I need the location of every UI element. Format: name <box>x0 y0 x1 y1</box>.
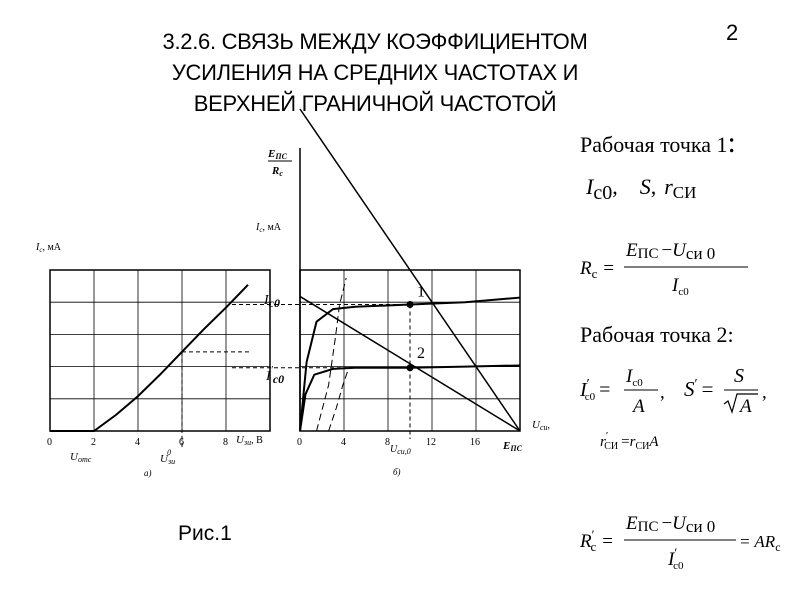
figure-a-caption: а) <box>144 468 152 478</box>
figure-b-caption: б) <box>393 467 401 477</box>
figure-a-x-tick-label: 4 <box>135 437 140 448</box>
figure-a-x-tick-label: 2 <box>91 437 96 448</box>
formula-rc-prime-numerator: EПС −Uси 0 <box>626 513 716 536</box>
working-point-1-label: Рабочая точка 1 <box>580 132 728 157</box>
figure-b-point-2-label: 2 <box>417 344 425 362</box>
figure-b-y-top-denominator: Rc <box>272 165 283 178</box>
figure-b-usi0-label: $U_{си,0}$ <box>390 444 411 456</box>
formula-rc-prime-tail: = $AR_c$ <box>739 532 781 554</box>
figure-b-y-axis-label: $I_c$, мА <box>256 222 282 234</box>
title-line-3: ВЕРХНЕЙ ГРАНИЧНОЙ ЧАСТОТОЙ <box>193 91 557 116</box>
page-number: 2 <box>726 20 739 45</box>
formula-ic0-prime-numerator: $I_{c0}$ <box>626 366 643 389</box>
title-line-2: УСИЛЕНИЯ НА СРЕДНИХ ЧАСТОТАХ И <box>171 60 579 85</box>
formula-rc-prime <box>579 513 781 572</box>
figure-b-y-top-numerator: EПС <box>268 148 287 161</box>
figure-b-x-tick-label: 0 <box>297 437 302 448</box>
figure-a-x-tick-label: 6 <box>179 437 184 448</box>
formula-rc <box>579 240 748 298</box>
figure-a-x-tick-label: 8 <box>223 437 228 448</box>
formula-r-prime: r′ СИ $=r_{СИ}A$ <box>600 430 659 452</box>
formula-s-prime-lhs: S′ = <box>684 377 714 401</box>
formula-s-prime <box>684 365 767 417</box>
working-point-1-colon: : <box>727 126 736 159</box>
formula-rc-lhs: $R_c$ = <box>580 258 615 281</box>
figure-b-ic0-label: Ic0 <box>264 293 280 310</box>
figure-caption: Рис.1 <box>178 522 232 545</box>
formula-ic0-prime-comma: , <box>660 382 665 403</box>
figure-a-x-axis-label: Uзи, В <box>236 434 263 447</box>
figure-b-point-1-label: 1 <box>417 283 425 301</box>
figure-b-x-tick-label: 4 <box>341 437 346 448</box>
formula-s-prime-numerator: S <box>734 365 744 387</box>
formula-ic0-prime-denominator: A <box>633 396 645 417</box>
figure-b-eps-label: EПС <box>503 440 522 453</box>
figure-b-x-tick-label: 12 <box>426 437 436 448</box>
figure-b-x-tick-label: 8 <box>385 437 390 448</box>
figure-a-u-ots-label: Uотс <box>70 451 92 464</box>
formula-params-1: Ic0, S, rСИ <box>586 174 697 204</box>
figure-a-x-tick-label: 0 <box>47 437 52 448</box>
formula-s-prime-comma: , <box>762 382 767 403</box>
title-line-1: 3.2.6. СВЯЗЬ МЕЖДУ КОЭФФИЦИЕНТОМ <box>162 29 588 54</box>
figure-a-u-zi0-label: Uзи0 <box>160 448 176 466</box>
working-point-2-heading: Рабочая точка 2: <box>580 322 734 347</box>
figure-b-x-tick-label: 16 <box>470 437 480 448</box>
formula-rc-numerator: EПС −Uси 0 <box>626 240 716 263</box>
figure-b-ic0-prime-label: I′c0 <box>266 365 285 386</box>
formula-ic0-prime-lhs: I′ c0 = <box>580 377 611 403</box>
formula-s-prime-denominator: A <box>740 396 752 417</box>
formula-ic0-prime <box>579 366 665 417</box>
formula-rc-denominator: $I_{c0}$ <box>672 275 689 298</box>
formula-rc-prime-denominator: I′ c0 <box>668 545 684 572</box>
figure-b-x-axis-label: Uси, <box>532 419 551 432</box>
figure-a-y-axis-label: $I_c$, мА <box>36 242 62 254</box>
formula-rc-prime-lhs: R′ c = <box>580 527 613 554</box>
